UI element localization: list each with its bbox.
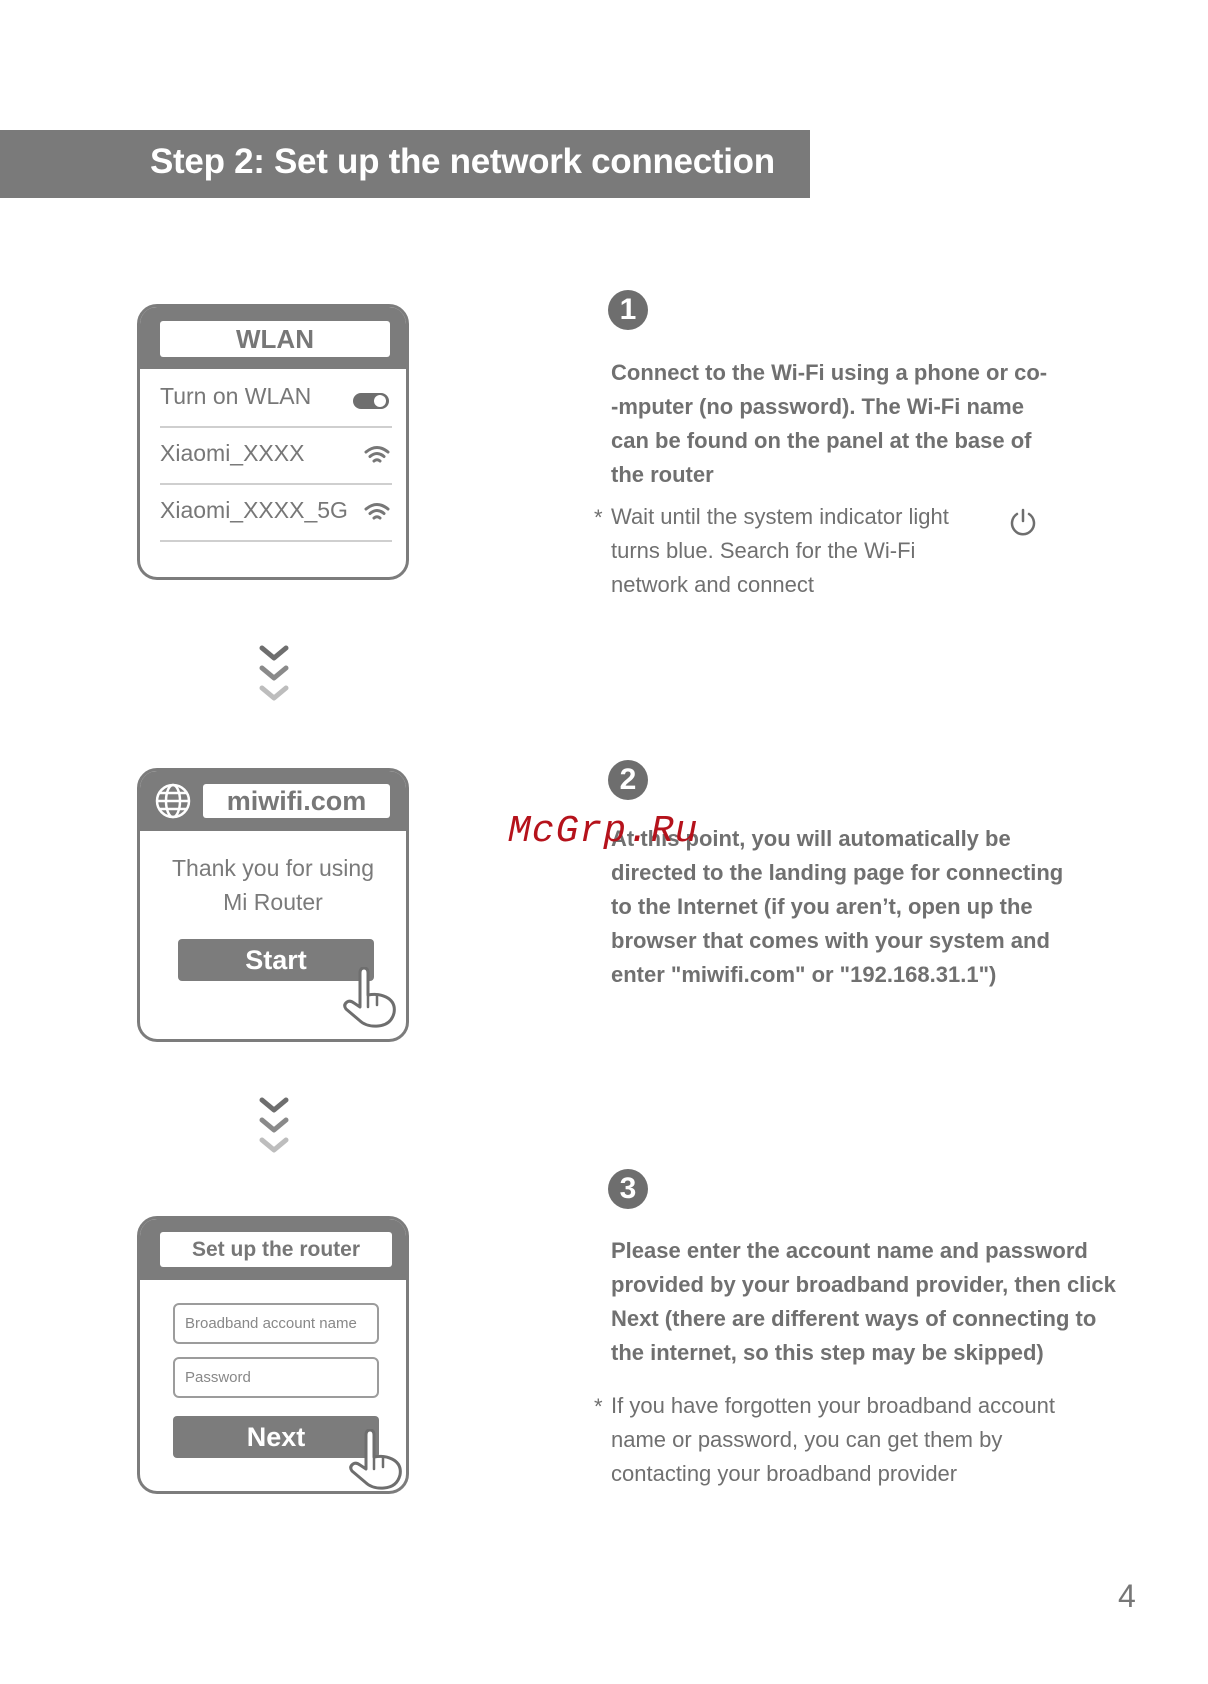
wlan-toggle-row[interactable] (160, 371, 392, 428)
address-bar[interactable]: miwifi.com (203, 784, 390, 818)
page-number: 4 (1118, 1578, 1136, 1614)
browser-screen-illustration (137, 768, 409, 1042)
wlan-screen-header (140, 307, 406, 369)
watermark: McGrp.Ru (508, 810, 699, 853)
note-marker: * (594, 505, 603, 530)
step-number-badge: 2 (608, 760, 648, 800)
step-number-badge: 1 (608, 290, 648, 330)
broadband-account-field[interactable]: Broadband account name (173, 1303, 379, 1344)
chevron-down-icon (258, 1096, 290, 1158)
start-button[interactable]: Start (178, 939, 374, 981)
toggle-switch-icon[interactable] (352, 389, 390, 416)
pointing-hand-icon (346, 1429, 406, 1494)
step-banner (0, 130, 810, 198)
setup-screen-illustration (137, 1216, 409, 1494)
wifi-icon (364, 501, 390, 529)
globe-icon (154, 782, 192, 825)
wlan-toggle-label: Turn on WLAN (160, 383, 312, 409)
wlan-title: WLAN (160, 321, 390, 357)
next-button[interactable]: Next (173, 1416, 379, 1458)
welcome-message (140, 851, 406, 919)
step-instruction: Please enter the account name and password provided by your broadband provider, then click Next (there are different ways of connecting to the internet, so this step may be skipped) (611, 1238, 1116, 1365)
welcome-line: Thank you for using (171, 855, 374, 881)
wifi-network-name: Xiaomi_XXXX_5G (160, 497, 348, 523)
browser-screen-header (140, 771, 406, 831)
step-instruction: Connect to the Wi-Fi using a phone or co- -mputer (no password). The Wi-Fi name can be found on the panel at the base of the router (611, 360, 1048, 487)
wifi-network-name: Xiaomi_XXXX (160, 440, 305, 466)
wifi-icon (364, 444, 390, 472)
chevron-down-icon (258, 644, 290, 706)
setup-title: Set up the router (160, 1232, 392, 1267)
note-marker: * (594, 1394, 603, 1419)
wifi-network-item[interactable] (160, 485, 392, 542)
step-instruction: At this point, you will automatically be directed to the landing page for connecting to the Internet (if you aren’t, open up the browser that comes with your system and enter "miwifi.com" or "192.168.31.1") (611, 826, 1064, 987)
setup-screen-header (140, 1219, 406, 1280)
wifi-network-item[interactable] (160, 428, 392, 485)
pointing-hand-icon (340, 967, 400, 1034)
page-title: Step 2: Set up the network connection (150, 142, 775, 181)
welcome-line: Mi Router (223, 889, 323, 915)
power-indicator-icon (1008, 508, 1038, 543)
step-note: Wait until the system indicator light turns blue. Search for the Wi-Fi network and connect (611, 504, 949, 597)
step-number-badge: 3 (608, 1169, 648, 1209)
password-field[interactable]: Password (173, 1357, 379, 1398)
step-note: If you have forgotten your broadband account name or password, you can get them by contacting your broadband provider (611, 1393, 1055, 1486)
wlan-screen-illustration (137, 304, 409, 580)
